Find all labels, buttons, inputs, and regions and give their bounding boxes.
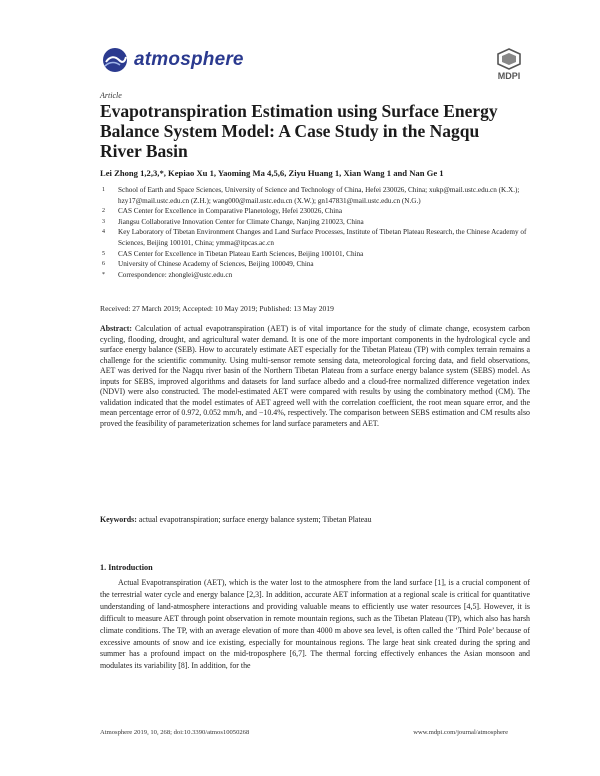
affiliation-number: 3 xyxy=(102,218,105,225)
affiliation-number: 6 xyxy=(102,261,105,268)
affiliation-item xyxy=(100,259,530,270)
affiliation-number: 5 xyxy=(102,250,105,257)
journal-logo-icon xyxy=(102,47,128,73)
keywords-text: actual evapotranspiration; surface energy balance system; Tibetan Plateau xyxy=(138,515,372,524)
publisher-logo xyxy=(496,48,522,81)
abstract-label: Abstract: xyxy=(100,324,132,333)
affiliation-text: CAS Center for Excellence in Tibetan Plateau Earth Sciences, Beijing 100101, China xyxy=(118,249,364,258)
mdpi-hexagon-icon xyxy=(496,48,522,70)
correspondence-text: Correspondence: zhonglei@ustc.edu.cn xyxy=(118,270,233,279)
journal-name: atmosphere xyxy=(134,49,244,70)
affiliation-item xyxy=(100,206,530,217)
correspondence xyxy=(100,270,530,281)
affiliation-item xyxy=(100,217,530,228)
affiliation-number: 2 xyxy=(102,208,105,215)
affiliation-text: Jiangsu Collaborative Innovation Center for Climate Change, Nanjing 210023, China xyxy=(118,217,364,226)
affiliation-number: 4 xyxy=(102,229,105,236)
affiliation-list xyxy=(100,185,530,280)
publisher-name: MDPI xyxy=(497,71,521,81)
journal-logo xyxy=(102,47,244,73)
body-paragraph: Actual Evapotranspiration (AET), which is the water lost to the atmosphere from the land surface [1], is a crucial component of the terrestrial water cycle and energy balance [2,3]. In addition, accurate AET information at a regional scale is critical for quantitative understanding of land-atmosphere interactions and providing valuable means to efficiently use water resources [4,5]. However, it is difficult to measure AET through point observation in remote mountain regions, such as the Tibetan Plateau (TP), which also has harsh climate conditions. The TP, with an average elevation of more than 4000 m above sea level, is often called the ‘Third Pole’ because of excessive amounts of snow and ice existing, especially for mountainous regions. The large heat sink created during the spring and summer has a profound impact on the mid-troposphere [6,7]. The thermal forcing effectively enhances the Asian monsoon and modulates its variability [8]. In addition, for the xyxy=(100,578,530,671)
section-heading: 1. Introduction xyxy=(100,563,153,572)
affiliation-text: University of Chinese Academy of Sciences, Beijing 100049, China xyxy=(118,260,314,269)
article-type: Article xyxy=(100,91,122,100)
author-list: Lei Zhong 1,2,3,*, Kepiao Xu 1, Yaoming Ma 4,5,6, Ziyu Huang 1, Xian Wang 1 and Nan Ge 1 xyxy=(100,168,444,178)
affiliation-text: Key Laboratory of Tibetan Environment Changes and Land Surface Processes, Institute of Tibetan Plateau Research, the Chinese Academy of Sciences, Beijing 100101, China; ymma@itpcas.ac.cn xyxy=(118,228,527,247)
keywords xyxy=(100,515,530,524)
keywords-label: Keywords: xyxy=(100,515,137,524)
abstract-text: Calculation of actual evapotranspiration (AET) is of vital importance for the study of climate change, ecosystem carbon cycling, flooding, drought, and agricultural water demand. It is one of the more important components in the hydrological cycle and surface energy balance (SEB). How to accurately estimate AET especially for the Tibetan Plateau (TP) with complex terrain remains a challenge for the scientific community. Using multi-sensor remote sensing data, meteorological forcing data, and field observations, AET was derived for the Nagqu river basin of the Northern Tibetan Plateau from a surface energy balance system (SEBS) model. As inputs for SEBS, improved algorithms and datasets for land surface albedo and a cloud-free normalized difference vegetation index (NDVI) were also constructed. The model-estimated AET were compared with results by using the combinatory method (CM). The validation indicated that the model estimates of AET agreed well with the correlation coefficient, the root mean square error, and the mean percentage error of 0.972, 0.052 mm/h, and −10.4%, respectively. The comparison between SEBS estimation and CM results also proved the feasibility of parameterization schemes for land surface parameters and AET. xyxy=(100,324,530,428)
affiliation-item xyxy=(100,249,530,260)
affiliation-text: School of Earth and Space Sciences, University of Science and Technology of China, Hefei 230026, China; xukp@mail.ustc.edu.cn (K.X.); hzy17@mail.ustc.edu.cn (Z.H.); wang000@mail.ustc.edu.cn (X.W.); gn147831@mail.ustc.edu.cn (N.G.) xyxy=(118,186,520,205)
affiliation-number: * xyxy=(102,271,105,278)
affiliation-item xyxy=(100,227,530,248)
affiliation-text: CAS Center for Excellence in Comparative Planetology, Hefei 230026, China xyxy=(118,207,343,216)
affiliation-item xyxy=(100,185,530,206)
paper-title: Evapotranspiration Estimation using Surface Energy Balance System Model: A Case Study in the Nagqu River Basin xyxy=(100,101,498,161)
footer-citation: Atmosphere 2019, 10, 268; doi:10.3390/atmos10050268 xyxy=(100,729,250,736)
affiliation-number: 1 xyxy=(102,187,105,193)
abstract xyxy=(100,324,530,429)
publication-dates: Received: 27 March 2019; Accepted: 10 May 2019; Published: 13 May 2019 xyxy=(100,304,334,313)
footer-url[interactable]: www.mdpi.com/journal/atmosphere xyxy=(413,729,508,736)
